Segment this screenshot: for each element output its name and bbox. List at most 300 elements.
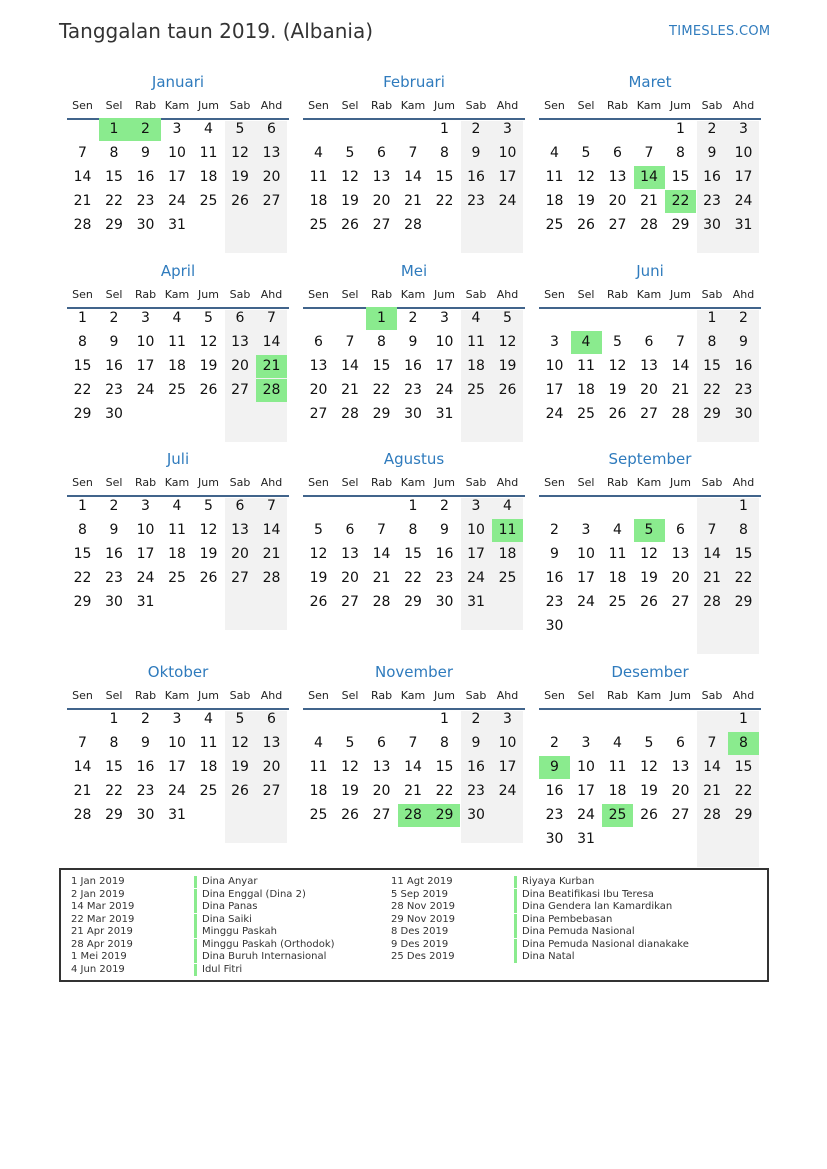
day-cell: 13	[671, 546, 690, 562]
day-cell: 18	[608, 570, 627, 586]
day-cell: 4	[550, 145, 559, 161]
day-cell: 19	[231, 759, 249, 775]
day-cell: 7	[408, 145, 418, 161]
day-cell: 10	[168, 735, 186, 751]
day-cell: 7	[676, 334, 685, 350]
day-cell: 27	[372, 217, 391, 233]
weekday-header: Rab	[370, 99, 393, 112]
holiday-name: Dina Pemuda Nasional	[514, 926, 635, 938]
day-cell: 24	[545, 406, 564, 422]
weekday-header: Ahd	[496, 476, 519, 489]
holiday-day-cell: 28	[256, 379, 287, 402]
day-cell: 16	[105, 546, 123, 562]
day-cell: 9	[440, 522, 449, 538]
day-cell: 15	[404, 546, 422, 562]
weekday-header: Ahd	[260, 689, 283, 702]
holiday-date: 14 Mar 2019	[71, 901, 135, 912]
month-name: Desember	[611, 663, 689, 681]
day-cell: 9	[408, 334, 418, 350]
day-cell: 21	[404, 783, 422, 799]
day-cell: 18	[309, 193, 328, 209]
day-cell: 26	[199, 382, 218, 398]
day-cell: 8	[707, 334, 717, 350]
day-cell: 24	[136, 570, 155, 586]
day-cell: 2	[471, 711, 481, 727]
day-cell: 12	[577, 169, 595, 185]
day-cell: 6	[377, 145, 386, 161]
day-cell: 10	[734, 145, 753, 161]
day-cell: 16	[467, 169, 485, 185]
day-cell: 1	[676, 121, 685, 137]
day-cell: 11	[199, 735, 218, 751]
day-cell: 4	[172, 310, 182, 326]
day-cell: 18	[309, 783, 328, 799]
holiday-name: Dina Enggal (Dina 2)	[194, 889, 306, 901]
day-cell: 3	[440, 310, 449, 326]
day-cell: 15	[105, 759, 123, 775]
day-cell: 23	[467, 783, 485, 799]
day-cell: 26	[309, 594, 328, 610]
day-cell: 1	[109, 711, 119, 727]
holiday-name: Riyaya Kurban	[514, 876, 594, 888]
weekday-header: Ahd	[496, 99, 519, 112]
holiday-day-cell: 11	[492, 519, 523, 542]
day-cell: 20	[372, 783, 391, 799]
day-cell: 29	[105, 217, 123, 233]
day-cell: 30	[105, 406, 123, 422]
holiday-day-cell: 5	[634, 519, 665, 542]
day-cell: 3	[581, 522, 591, 538]
day-cell: 25	[199, 193, 218, 209]
weekday-header: Sen	[72, 476, 93, 489]
day-cell: 19	[199, 358, 218, 374]
day-cell: 25	[309, 217, 328, 233]
month-juni	[539, 262, 761, 452]
day-cell: 16	[435, 546, 454, 562]
holiday-day-cell: 9	[539, 756, 570, 779]
day-cell: 27	[262, 193, 281, 209]
day-cell: 26	[199, 570, 218, 586]
day-cell: 16	[467, 759, 485, 775]
day-cell: 30	[467, 807, 485, 823]
day-cell: 7	[707, 522, 717, 538]
day-cell: 29	[73, 594, 92, 610]
day-cell: 19	[608, 382, 627, 398]
day-cell: 23	[404, 382, 422, 398]
day-cell: 6	[377, 735, 386, 751]
day-cell: 13	[262, 735, 281, 751]
day-cell: 17	[168, 169, 186, 185]
day-cell: 21	[671, 382, 690, 398]
day-cell: 5	[204, 310, 213, 326]
day-cell: 23	[435, 570, 454, 586]
day-cell: 30	[703, 217, 721, 233]
day-cell: 18	[168, 546, 186, 562]
holiday-date: 2 Jan 2019	[71, 888, 125, 900]
day-cell: 12	[199, 522, 218, 538]
day-cell: 8	[408, 522, 418, 538]
weekday-header: Sel	[105, 689, 123, 702]
day-cell: 28	[341, 406, 359, 422]
day-cell: 25	[545, 217, 564, 233]
day-cell: 5	[613, 334, 622, 350]
holiday-legend	[59, 868, 769, 982]
day-cell: 5	[503, 310, 512, 326]
day-cell: 29	[734, 594, 753, 610]
weekday-header: Kam	[164, 288, 190, 301]
weekday-header: Jum	[670, 476, 691, 489]
day-cell: 3	[141, 498, 150, 514]
day-cell: 5	[644, 735, 654, 751]
weekday-header: Rab	[606, 99, 629, 112]
day-cell: 13	[341, 546, 359, 562]
day-cell: 11	[309, 759, 328, 775]
holiday-date: 4 Jun 2019	[71, 963, 125, 975]
day-cell: 13	[231, 334, 249, 350]
day-cell: 9	[739, 334, 748, 350]
holiday-date: 22 Mar 2019	[71, 913, 135, 925]
day-cell: 19	[199, 546, 218, 562]
holiday-day-cell: 14	[634, 166, 665, 189]
day-cell: 6	[314, 334, 323, 350]
day-cell: 1	[440, 711, 449, 727]
holiday-day-cell: 25	[602, 804, 633, 827]
day-cell: 11	[199, 145, 218, 161]
day-cell: 8	[78, 334, 87, 350]
day-cell: 10	[545, 358, 564, 374]
day-cell: 28	[262, 570, 281, 586]
day-cell: 15	[435, 169, 454, 185]
day-cell: 15	[435, 759, 454, 775]
holiday-date: 8 Des 2019	[391, 926, 449, 937]
day-cell: 15	[73, 358, 92, 374]
day-cell: 29	[671, 217, 690, 233]
day-cell: 13	[309, 358, 328, 374]
weekday-header: Ahd	[260, 288, 283, 301]
day-cell: 5	[345, 735, 355, 751]
weekday-header: Rab	[606, 689, 629, 702]
day-cell: 4	[314, 735, 323, 751]
day-cell: 10	[168, 145, 186, 161]
weekday-header: Sen	[544, 689, 565, 702]
holiday-date: 28 Nov 2019	[391, 901, 456, 912]
day-cell: 9	[141, 735, 150, 751]
day-cell: 2	[739, 310, 748, 326]
weekday-header: Sel	[341, 476, 359, 489]
day-cell: 20	[231, 546, 249, 562]
weekday-header: Ahd	[732, 476, 755, 489]
day-cell: 11	[545, 169, 564, 185]
day-cell: 24	[435, 382, 454, 398]
day-cell: 23	[545, 807, 564, 823]
weekday-header: Sab	[701, 476, 723, 489]
day-cell: 11	[168, 522, 186, 538]
month-desember	[539, 663, 761, 853]
day-cell: 29	[404, 594, 422, 610]
day-cell: 31	[435, 406, 454, 422]
day-cell: 20	[231, 358, 249, 374]
day-cell: 30	[545, 618, 564, 634]
day-cell: 2	[707, 121, 717, 137]
day-cell: 20	[262, 759, 281, 775]
day-cell: 24	[467, 570, 485, 586]
day-cell: 14	[404, 169, 422, 185]
day-cell: 22	[73, 570, 92, 586]
holiday-name: Idul Fitri	[194, 964, 242, 976]
day-cell: 10	[435, 334, 454, 350]
weekday-header: Kam	[636, 288, 662, 301]
day-cell: 13	[608, 169, 627, 185]
holiday-name: Dina Gendera lan Kamardikan	[514, 901, 672, 913]
day-cell: 25	[199, 783, 218, 799]
day-cell: 5	[235, 711, 245, 727]
holiday-day-cell: 1	[99, 118, 130, 141]
day-cell: 5	[581, 145, 591, 161]
day-cell: 14	[372, 546, 391, 562]
day-cell: 23	[545, 594, 564, 610]
day-cell: 31	[577, 831, 595, 847]
weekday-header: Sen	[72, 689, 93, 702]
month-name: September	[608, 450, 692, 468]
day-cell: 6	[676, 735, 685, 751]
weekday-header: Sel	[341, 689, 359, 702]
day-cell: 29	[734, 807, 753, 823]
day-cell: 1	[707, 310, 717, 326]
day-cell: 10	[498, 735, 517, 751]
day-cell: 17	[577, 570, 595, 586]
weekday-header: Rab	[370, 689, 393, 702]
day-cell: 30	[734, 406, 753, 422]
day-cell: 27	[671, 807, 690, 823]
holiday-date: 25 Des 2019	[391, 951, 455, 962]
day-cell: 21	[640, 193, 658, 209]
day-cell: 29	[703, 406, 721, 422]
day-cell: 20	[671, 783, 690, 799]
day-cell: 12	[231, 145, 249, 161]
weekday-header: Kam	[164, 99, 190, 112]
weekday-header: Sen	[544, 476, 565, 489]
holiday-name: Minggu Paskah	[194, 926, 277, 938]
weekday-header: Jum	[670, 689, 691, 702]
weekday-header: Sab	[465, 689, 487, 702]
day-cell: 25	[577, 406, 595, 422]
day-cell: 16	[105, 358, 123, 374]
weekday-header: Sab	[465, 99, 487, 112]
weekday-header: Kam	[400, 689, 426, 702]
day-cell: 22	[435, 193, 454, 209]
weekday-header: Sel	[577, 689, 595, 702]
day-cell: 17	[734, 169, 753, 185]
weekday-header: Sen	[308, 476, 329, 489]
holiday-day-cell: 8	[728, 732, 759, 755]
day-cell: 7	[267, 498, 276, 514]
weekday-header: Kam	[164, 476, 190, 489]
day-cell: 21	[73, 783, 92, 799]
day-cell: 10	[577, 759, 595, 775]
day-cell: 13	[372, 169, 391, 185]
holiday-day-cell: 4	[571, 331, 602, 354]
day-cell: 19	[341, 193, 359, 209]
day-cell: 31	[168, 807, 186, 823]
day-cell: 14	[671, 358, 690, 374]
day-cell: 20	[262, 169, 281, 185]
day-cell: 17	[435, 358, 454, 374]
day-cell: 26	[640, 594, 658, 610]
day-cell: 30	[136, 807, 155, 823]
day-cell: 5	[235, 121, 245, 137]
day-cell: 17	[577, 783, 595, 799]
day-cell: 14	[341, 358, 359, 374]
holiday-day-cell: 21	[256, 355, 287, 378]
weekday-header: Ahd	[260, 476, 283, 489]
weekday-header: Sen	[308, 99, 329, 112]
weekday-header: Sen	[72, 99, 93, 112]
holiday-day-cell: 1	[366, 307, 397, 330]
day-cell: 11	[608, 546, 627, 562]
day-cell: 16	[136, 759, 155, 775]
day-cell: 17	[136, 358, 155, 374]
weekday-header: Rab	[134, 476, 157, 489]
month-januari	[67, 73, 289, 263]
day-cell: 15	[671, 169, 690, 185]
day-cell: 22	[703, 382, 721, 398]
weekday-header: Sab	[229, 476, 251, 489]
weekday-header: Sab	[465, 476, 487, 489]
day-cell: 4	[613, 522, 622, 538]
day-cell: 23	[703, 193, 721, 209]
day-cell: 1	[78, 498, 87, 514]
day-cell: 9	[109, 522, 119, 538]
day-cell: 12	[199, 334, 218, 350]
day-cell: 3	[172, 711, 182, 727]
day-cell: 30	[435, 594, 454, 610]
month-juli	[67, 450, 289, 640]
weekday-header: Jum	[434, 99, 455, 112]
day-cell: 24	[168, 783, 186, 799]
weekday-header: Jum	[198, 99, 219, 112]
day-cell: 17	[498, 759, 517, 775]
day-cell: 8	[377, 334, 386, 350]
month-name: Oktober	[147, 663, 209, 681]
month-agustus	[303, 450, 525, 640]
day-cell: 22	[372, 382, 391, 398]
brand-link[interactable]: TIMESLES.COM	[669, 24, 771, 39]
day-cell: 27	[608, 217, 627, 233]
holiday-name: Dina Panas	[194, 901, 258, 913]
day-cell: 16	[545, 570, 564, 586]
day-cell: 9	[471, 145, 481, 161]
weekday-header: Jum	[670, 99, 691, 112]
holiday-date: 1 Mei 2019	[71, 951, 127, 962]
day-cell: 2	[550, 522, 559, 538]
day-cell: 26	[341, 807, 359, 823]
weekday-header: Sab	[465, 288, 487, 301]
day-cell: 23	[105, 570, 123, 586]
day-cell: 2	[141, 711, 150, 727]
day-cell: 7	[707, 735, 717, 751]
day-cell: 26	[231, 783, 249, 799]
holiday-date: 29 Nov 2019	[391, 913, 456, 925]
day-cell: 6	[676, 522, 685, 538]
day-cell: 27	[671, 594, 690, 610]
day-cell: 23	[136, 783, 155, 799]
day-cell: 6	[267, 121, 276, 137]
weekday-header: Sel	[577, 99, 595, 112]
month-april	[67, 262, 289, 452]
day-cell: 28	[73, 217, 92, 233]
day-cell: 29	[105, 807, 123, 823]
day-cell: 19	[640, 570, 658, 586]
day-cell: 30	[545, 831, 564, 847]
day-cell: 13	[671, 759, 690, 775]
day-cell: 3	[739, 121, 748, 137]
day-cell: 1	[739, 498, 748, 514]
weekday-header: Rab	[134, 99, 157, 112]
day-cell: 16	[545, 783, 564, 799]
weekday-header: Sen	[308, 288, 329, 301]
day-cell: 17	[545, 382, 564, 398]
day-cell: 2	[408, 310, 418, 326]
month-oktober	[67, 663, 289, 853]
day-cell: 18	[199, 169, 218, 185]
day-cell: 14	[262, 334, 281, 350]
day-cell: 24	[136, 382, 155, 398]
day-cell: 28	[703, 594, 721, 610]
holiday-name: Dina Anyar	[194, 876, 257, 888]
weekday-header: Sen	[72, 288, 93, 301]
day-cell: 19	[498, 358, 517, 374]
holiday-name: Dina Natal	[514, 951, 575, 963]
day-cell: 9	[109, 334, 119, 350]
weekday-header: Jum	[198, 689, 219, 702]
day-cell: 14	[262, 522, 281, 538]
holiday-name: Minggu Paskah (Orthodok)	[194, 939, 335, 951]
weekday-header: Sel	[105, 288, 123, 301]
day-cell: 22	[734, 783, 753, 799]
day-cell: 6	[613, 145, 622, 161]
day-cell: 22	[105, 783, 123, 799]
month-name: Maret	[628, 73, 672, 91]
day-cell: 27	[341, 594, 359, 610]
weekday-header: Kam	[400, 99, 426, 112]
weekday-header: Kam	[400, 476, 426, 489]
day-cell: 13	[372, 759, 391, 775]
day-cell: 28	[372, 594, 391, 610]
day-cell: 1	[78, 310, 87, 326]
day-cell: 12	[608, 358, 627, 374]
weekday-header: Jum	[434, 288, 455, 301]
day-cell: 3	[503, 711, 512, 727]
day-cell: 24	[498, 193, 517, 209]
day-cell: 4	[471, 310, 481, 326]
weekday-header: Sel	[577, 476, 595, 489]
day-cell: 10	[136, 334, 155, 350]
month-maret	[539, 73, 761, 263]
day-cell: 4	[314, 145, 323, 161]
day-cell: 27	[231, 570, 249, 586]
holiday-date: 11 Agt 2019	[391, 876, 453, 887]
holiday-name: Dina Saiki	[194, 914, 252, 926]
day-cell: 14	[73, 169, 92, 185]
month-name: Agustus	[383, 450, 445, 468]
day-cell: 3	[581, 735, 591, 751]
day-cell: 6	[235, 310, 245, 326]
day-cell: 10	[498, 145, 517, 161]
day-cell: 27	[640, 406, 658, 422]
day-cell: 29	[73, 406, 92, 422]
day-cell: 20	[309, 382, 328, 398]
day-cell: 21	[262, 546, 281, 562]
